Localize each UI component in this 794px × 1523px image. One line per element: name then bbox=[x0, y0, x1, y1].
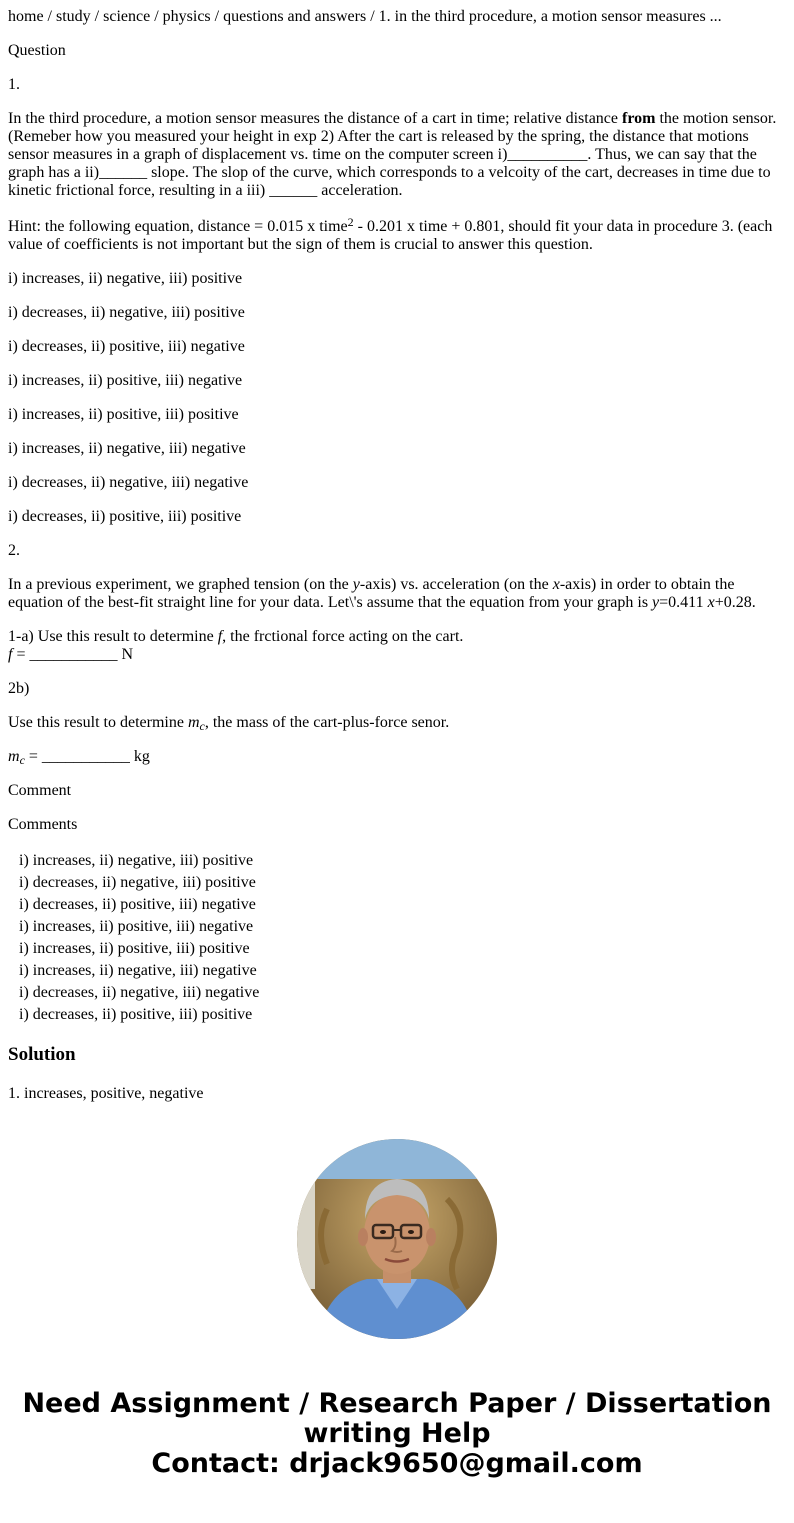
avatar bbox=[297, 1139, 497, 1339]
f-blank: = ___________ N bbox=[12, 646, 134, 663]
breadcrumb-current: 1. in the third procedure, a motion sensor measures ... bbox=[378, 8, 722, 25]
list-item: i) decreases, ii) negative, iii) positive bbox=[19, 874, 256, 891]
comments-label: Comments bbox=[8, 816, 78, 833]
banner-contact: Contact: drjack9650@gmail.com bbox=[151, 1448, 643, 1479]
list-item: i) decreases, ii) positive, iii) positive bbox=[19, 1006, 253, 1023]
q2-part-2b-label: 2b) bbox=[8, 680, 30, 697]
list-item: i) decreases, ii) positive, iii) negative bbox=[19, 896, 256, 913]
banner-line-2: writing Help bbox=[303, 1418, 491, 1449]
q1-option: i) increases, ii) negative, iii) negative bbox=[8, 440, 246, 457]
avatar-container bbox=[8, 1139, 786, 1339]
q1-option: i) increases, ii) negative, iii) positive bbox=[8, 270, 243, 287]
solution-answer: 1. increases, positive, negative bbox=[8, 1085, 204, 1102]
q1-option: i) decreases, ii) positive, iii) positive bbox=[8, 508, 242, 525]
q2-text: In a previous experiment, we graphed tension (on the y-axis) vs. acceleration (on the x-axis) in order to obtain the equation of the best-fit straight line for your data. Let\'s assume that the equation from your graph is y=0.411 x+0.28. bbox=[8, 576, 756, 611]
q1-option: i) increases, ii) positive, iii) positive bbox=[8, 406, 239, 423]
breadcrumb-science[interactable]: science bbox=[103, 8, 151, 25]
list-item: i) decreases, ii) negative, iii) negative bbox=[19, 984, 260, 1001]
q2-number: 2. bbox=[8, 542, 20, 559]
solution-heading: Solution bbox=[8, 1044, 76, 1065]
list-item: i) increases, ii) positive, iii) negative bbox=[19, 918, 254, 935]
q1-hint: Hint: the following equation, distance = 0.015 x time bbox=[8, 218, 348, 235]
q1-bold-from: from bbox=[622, 110, 656, 127]
f-variable: f bbox=[8, 646, 13, 663]
breadcrumb-physics[interactable]: physics bbox=[162, 8, 211, 25]
breadcrumb-questions-and-answers[interactable]: questions and answers bbox=[223, 8, 367, 25]
comment-label: Comment bbox=[8, 782, 72, 799]
q1-option: i) decreases, ii) negative, iii) negative bbox=[8, 474, 249, 491]
breadcrumb-home[interactable]: home bbox=[8, 8, 44, 25]
q1-text: In the third procedure, a motion sensor measures the distance of a cart in time; relative distance from the motion sensor. (Remeber how you measured your height in exp 2) After the cart is released by the spring, the distance that motions sensor measures in a graph of displacement vs. time on the computer screen i)__________. Thus, we can say that the graph has a ii)______ slope. The slop of the curve, which corresponds to a velcoity of the cart, decreases in time due to kinetic frictional force, resulting in a iii) ______ acceleration. Hint: the following equation, distance = 0.015 x time$^2$ - 0.201 x time + 0.801, should fit your data in procedure 3. (each value of coefficients is not important but the sign of them is crucial to answer this question. bbox=[8, 110, 777, 253]
q2-part-2b-text: Use this result to determine $m_c$, the mass of the cart-plus-force senor. bbox=[8, 714, 450, 733]
comment-options-list bbox=[8, 850, 786, 1026]
assignment-help-banner bbox=[8, 1389, 786, 1479]
mc-blank-line: $m_c$ = ___________ kg bbox=[8, 748, 150, 767]
q1-number: 1. bbox=[8, 76, 20, 93]
breadcrumb-study[interactable]: study bbox=[56, 8, 91, 25]
list-item: i) increases, ii) negative, iii) negative bbox=[19, 962, 257, 979]
list-item: i) increases, ii) positive, iii) positive bbox=[19, 940, 250, 957]
avatar-portrait-icon bbox=[297, 1139, 497, 1339]
q1-option: i) increases, ii) positive, iii) negative bbox=[8, 372, 243, 389]
question-heading: Question bbox=[8, 42, 66, 59]
banner-line-1: Need Assignment / Research Paper / Dissertation bbox=[22, 1388, 772, 1419]
q1-option: i) decreases, ii) positive, iii) negative bbox=[8, 338, 245, 355]
list-item: i) increases, ii) negative, iii) positive bbox=[19, 852, 254, 869]
q2-part-1a: 1-a) Use this result to determine f, the frctional force acting on the cart. f = ___________ N bbox=[8, 628, 464, 663]
q1-option: i) decreases, ii) negative, iii) positive bbox=[8, 304, 245, 321]
breadcrumb: home / study / science / physics / questions and answers / 1. in the third procedure, a motion sensor measures ... bbox=[8, 8, 722, 25]
